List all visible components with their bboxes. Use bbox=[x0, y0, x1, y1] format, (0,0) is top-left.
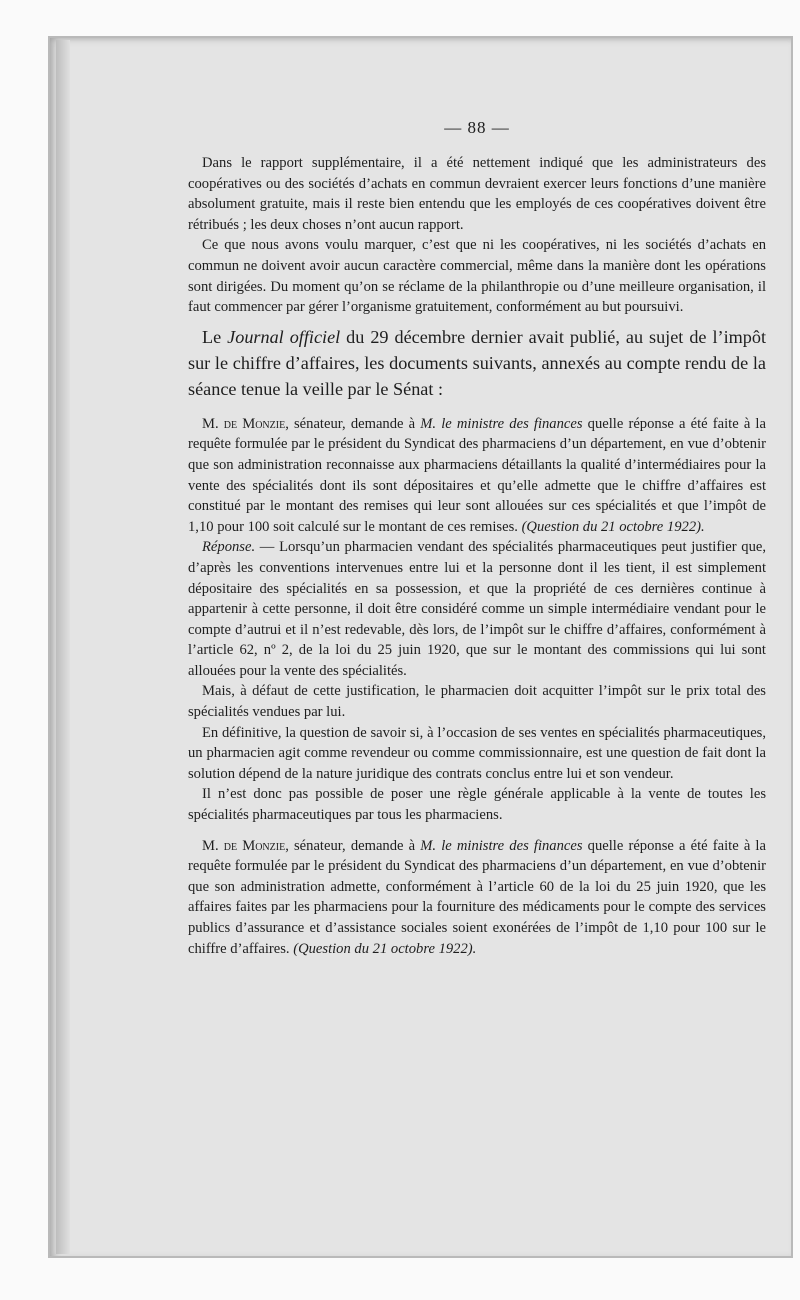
question-1-citation: (Question du 21 octobre 1922). bbox=[521, 518, 705, 535]
page-content bbox=[188, 118, 766, 959]
question-1 bbox=[188, 414, 766, 538]
answer-text-1: — Lorsqu’un pharmacien vendant des spécialités pharmaceutiques peut justifier que, d’après les conventions intervenues entre lui et la personne dont il les tient, il est simplement dépositaire des spécialités en sa possession, et que la propriété de ces dernières continue à appartenir à cette personne, il doit être considéré comme un simple intermédiaire vendant pour le compte d’autrui et il n’est redevable, dès lors, de l’impôt sur le chiffre d’affaires, conformément à l’article 62, nº 2, de la loi du 25 juin 1920, que sur le montant des commissions qui lui sont allouées pour la vente des spécialités. bbox=[188, 539, 766, 679]
question-2-senator: de Monzie bbox=[223, 837, 286, 854]
journal-paragraph bbox=[188, 324, 766, 402]
journal-prefix: Le bbox=[202, 326, 228, 347]
answer-paragraph-1 bbox=[188, 537, 766, 681]
question-2-citation: (Question du 21 octobre 1922). bbox=[293, 940, 477, 957]
page-number: — 88 — bbox=[444, 118, 510, 137]
question-1-senator: de Monzie bbox=[223, 415, 286, 432]
question-2-lead: , sénateur, demande à bbox=[285, 837, 421, 854]
answer-paragraph-3: En définitive, la question de savoir si, à l’occasion de ses ventes en spécialités pharmaceutiques, un pharmacien agit comme revendeur ou comme commissionnaire, est une question de fait dont la solution dépend de la nature juridique des contrats conclus entre lui et son vendeur. bbox=[188, 724, 766, 782]
question-2-m: M. bbox=[202, 837, 224, 854]
intro-paragraph-2: Ce que nous avons voulu marquer, c’est que ni les coopératives, ni les sociétés d’achats en commun ne doivent avoir aucun caractère commercial, même dans la manière dont les opérations sont dirigées. Du moment qu’on se réclame de la philanthropie ou d’une meilleure organisation, il faut commencer par gérer l’organisme gratuitement, conformément au but poursuivi. bbox=[188, 237, 766, 316]
journal-text: du 29 décembre dernier avait publié, au sujet de l’impôt sur le chiffre d’affaires, les documents suivants, annexés au compte rendu de la séance tenue la veille par le Sénat : bbox=[188, 326, 767, 399]
question-2-addressee: M. le ministre des finances bbox=[420, 837, 583, 854]
question-1-addressee: M. le ministre des finances bbox=[420, 415, 583, 432]
answer-paragraph-4: Il n’est donc pas possible de poser une règle générale applicable à la vente de toutes les spécialités pharmaceutiques par tous les pharmaciens. bbox=[188, 786, 766, 824]
question-1-body: quelle réponse a été faite à la requête formulée par le président du Syndicat des pharmaciens d’un département, en vue d’obtenir que son administration reconnaisse aux pharmaciens détaillants la qualité d’intermédiaires pour la vente des spécialités dont ils sont dépositaires et qu’elle admette que le chiffre d’affaires est constitué par le montant des remises qui leur sont allouées sur ces spécialités et que l’impôt de 1,10 pour 100 soit calculé sur le montant de ces remises. bbox=[188, 415, 766, 535]
binding-edge bbox=[56, 40, 70, 1254]
answer-paragraph-2: Mais, à défaut de cette justification, le pharmacien doit acquitter l’impôt sur le prix total des spécialités vendues par lui. bbox=[188, 683, 766, 721]
question-1-lead: , sénateur, demande à bbox=[285, 415, 421, 432]
question-1-m: M. bbox=[202, 415, 224, 432]
intro-paragraph-1: Dans le rapport supplémentaire, il a été nettement indiqué que les administrateurs des coopératives ou des sociétés d’achats en commun devraient exercer leurs fonctions d’une manière absolument gratuite, mais il reste bien entendu que les employés de ces coopératives doivent être rétribués ; les deux choses n’ont aucun rapport. bbox=[188, 155, 766, 233]
question-2-body: quelle réponse a été faite à la requête formulée par le président du Syndicat des pharmaciens d’un département, en vue d’obtenir que son administration admette, conformément à l’article 60 de la loi du 25 juin 1920, que les affaires faites par les pharmaciens pour la fourniture des médicaments pour le compte des services publics d’assurance et d’assistance sociales soient exonérées de l’impôt de 1,10 pour 100 sur le chiffre d’affaires. bbox=[188, 837, 766, 957]
journal-name: Journal officiel bbox=[227, 326, 341, 347]
answer-label: Réponse. bbox=[202, 539, 256, 556]
question-2 bbox=[188, 836, 766, 960]
